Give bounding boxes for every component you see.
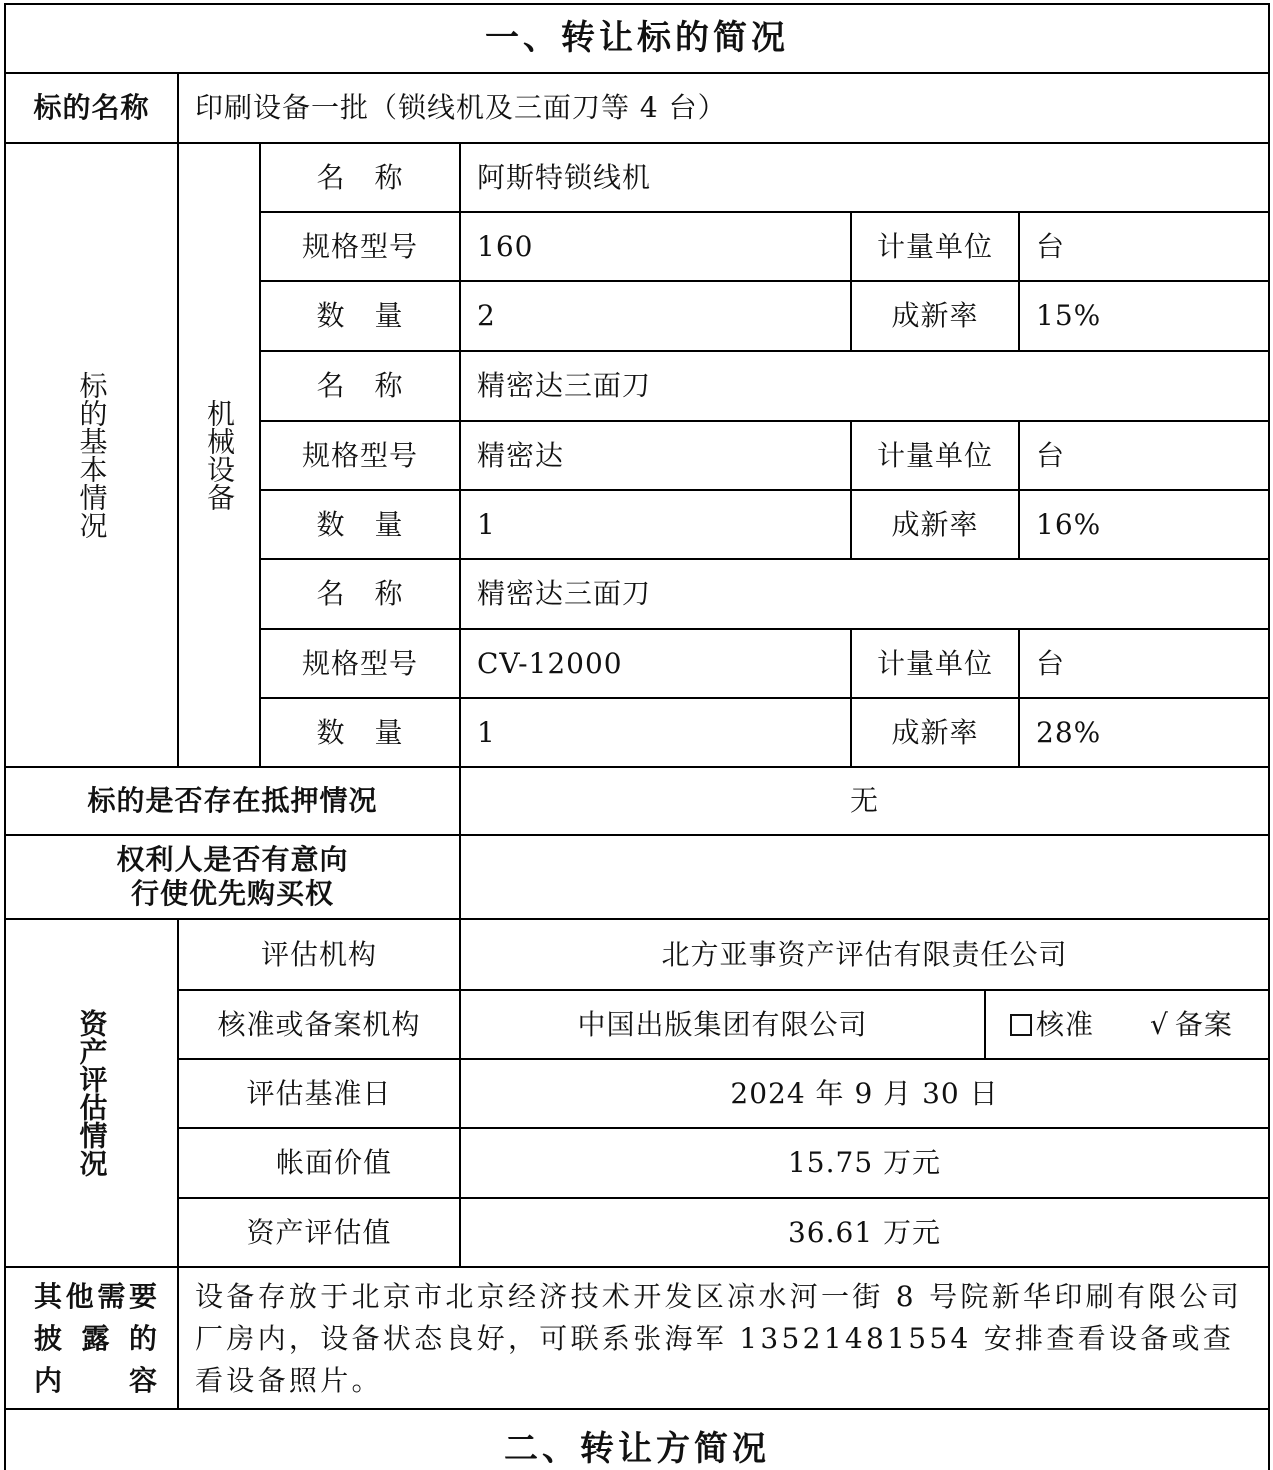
equipment-qty-label: 数 量 — [316, 715, 404, 749]
approve-option-label: 核准 — [1036, 1007, 1095, 1041]
equipment-spec: 精密达 — [477, 438, 565, 472]
equipment-qty-label: 数 量 — [316, 299, 404, 333]
equipment-newness-label: 成新率 — [891, 715, 979, 749]
equipment-spec: CV-12000 — [477, 646, 623, 680]
equipment-unit: 台 — [1036, 438, 1066, 472]
equipment-newness: 16% — [1036, 507, 1102, 541]
equipment-spec-label: 规格型号 — [301, 438, 418, 472]
equipment-spec-label: 规格型号 — [301, 229, 418, 263]
approval-agency: 中国出版集团有限公司 — [577, 1007, 868, 1041]
equipment-spec: 160 — [477, 229, 534, 263]
assessed-value-label: 资产评估值 — [246, 1215, 392, 1249]
record-check-mark: √ — [1150, 1007, 1169, 1041]
equipment-name-label: 名 称 — [316, 577, 404, 611]
equipment-name-label: 名 称 — [316, 369, 404, 403]
equipment-unit-label: 计量单位 — [876, 229, 993, 263]
valuation-label: 资产评估情况 — [75, 1009, 109, 1177]
other-disclosure-text: 设备存放于北京市北京经济技术开发区凉水河一街 8 号院新华印刷有限公司厂房内，设备状态良好，可联系张海军 13521481554 安排查看设备或查看设备照片。 — [195, 1280, 1243, 1397]
valuation-agency: 北方亚事资产评估有限责任公司 — [661, 937, 1068, 971]
equipment-unit: 台 — [1036, 229, 1066, 263]
record-option-label: 备案 — [1174, 1007, 1233, 1041]
section-title: 一、转让标的简况 — [485, 18, 789, 59]
equipment-qty-label: 数 量 — [316, 507, 404, 541]
equipment-name: 精密达三面刀 — [477, 369, 652, 403]
approval-agency-label: 核准或备案机构 — [217, 1007, 421, 1041]
equipment-unit: 台 — [1036, 646, 1066, 680]
other-disclosure-label: 其他需要 披露的 内容 — [34, 1280, 158, 1397]
equipment-qty: 1 — [477, 507, 496, 541]
mortgage-label: 标的是否存在抵押情况 — [87, 784, 378, 818]
subject-name-label: 标的名称 — [33, 91, 150, 125]
valuation-agency-label: 评估机构 — [260, 937, 377, 971]
book-value: 15.75 万元 — [787, 1146, 942, 1180]
machinery-label: 机械设备 — [203, 399, 236, 511]
equipment-name: 精密达三面刀 — [477, 577, 652, 611]
basic-info-label: 标的基本情况 — [75, 371, 109, 539]
section2-title: 二、转让方简况 — [504, 1429, 770, 1470]
equipment-name-label: 名 称 — [316, 160, 404, 194]
book-value-label: 帐面价值 — [275, 1146, 392, 1180]
equipment-spec-label: 规格型号 — [301, 646, 418, 680]
approval-type-options — [986, 991, 1268, 1058]
equipment-unit-label: 计量单位 — [876, 438, 993, 472]
preemption-label: 权利人是否有意向 行使优先购买权 — [116, 843, 349, 910]
approve-checkbox — [1010, 1014, 1032, 1036]
assessed-value: 36.61 万元 — [787, 1215, 942, 1249]
equipment-qty: 2 — [477, 299, 496, 333]
base-date: 2024 年 9 月 30 日 — [730, 1076, 999, 1110]
equipment-name: 阿斯特锁线机 — [477, 160, 652, 194]
equipment-unit-label: 计量单位 — [876, 646, 993, 680]
mortgage-value: 无 — [849, 784, 879, 818]
preemption-value — [461, 836, 1268, 918]
equipment-newness-label: 成新率 — [891, 299, 979, 333]
base-date-label: 评估基准日 — [246, 1076, 392, 1110]
equipment-qty: 1 — [477, 715, 496, 749]
equipment-newness-label: 成新率 — [891, 507, 979, 541]
subject-name-value: 印刷设备一批（锁线机及三面刀等 4 台） — [195, 91, 727, 125]
equipment-newness: 15% — [1036, 299, 1102, 333]
equipment-newness: 28% — [1036, 715, 1102, 749]
